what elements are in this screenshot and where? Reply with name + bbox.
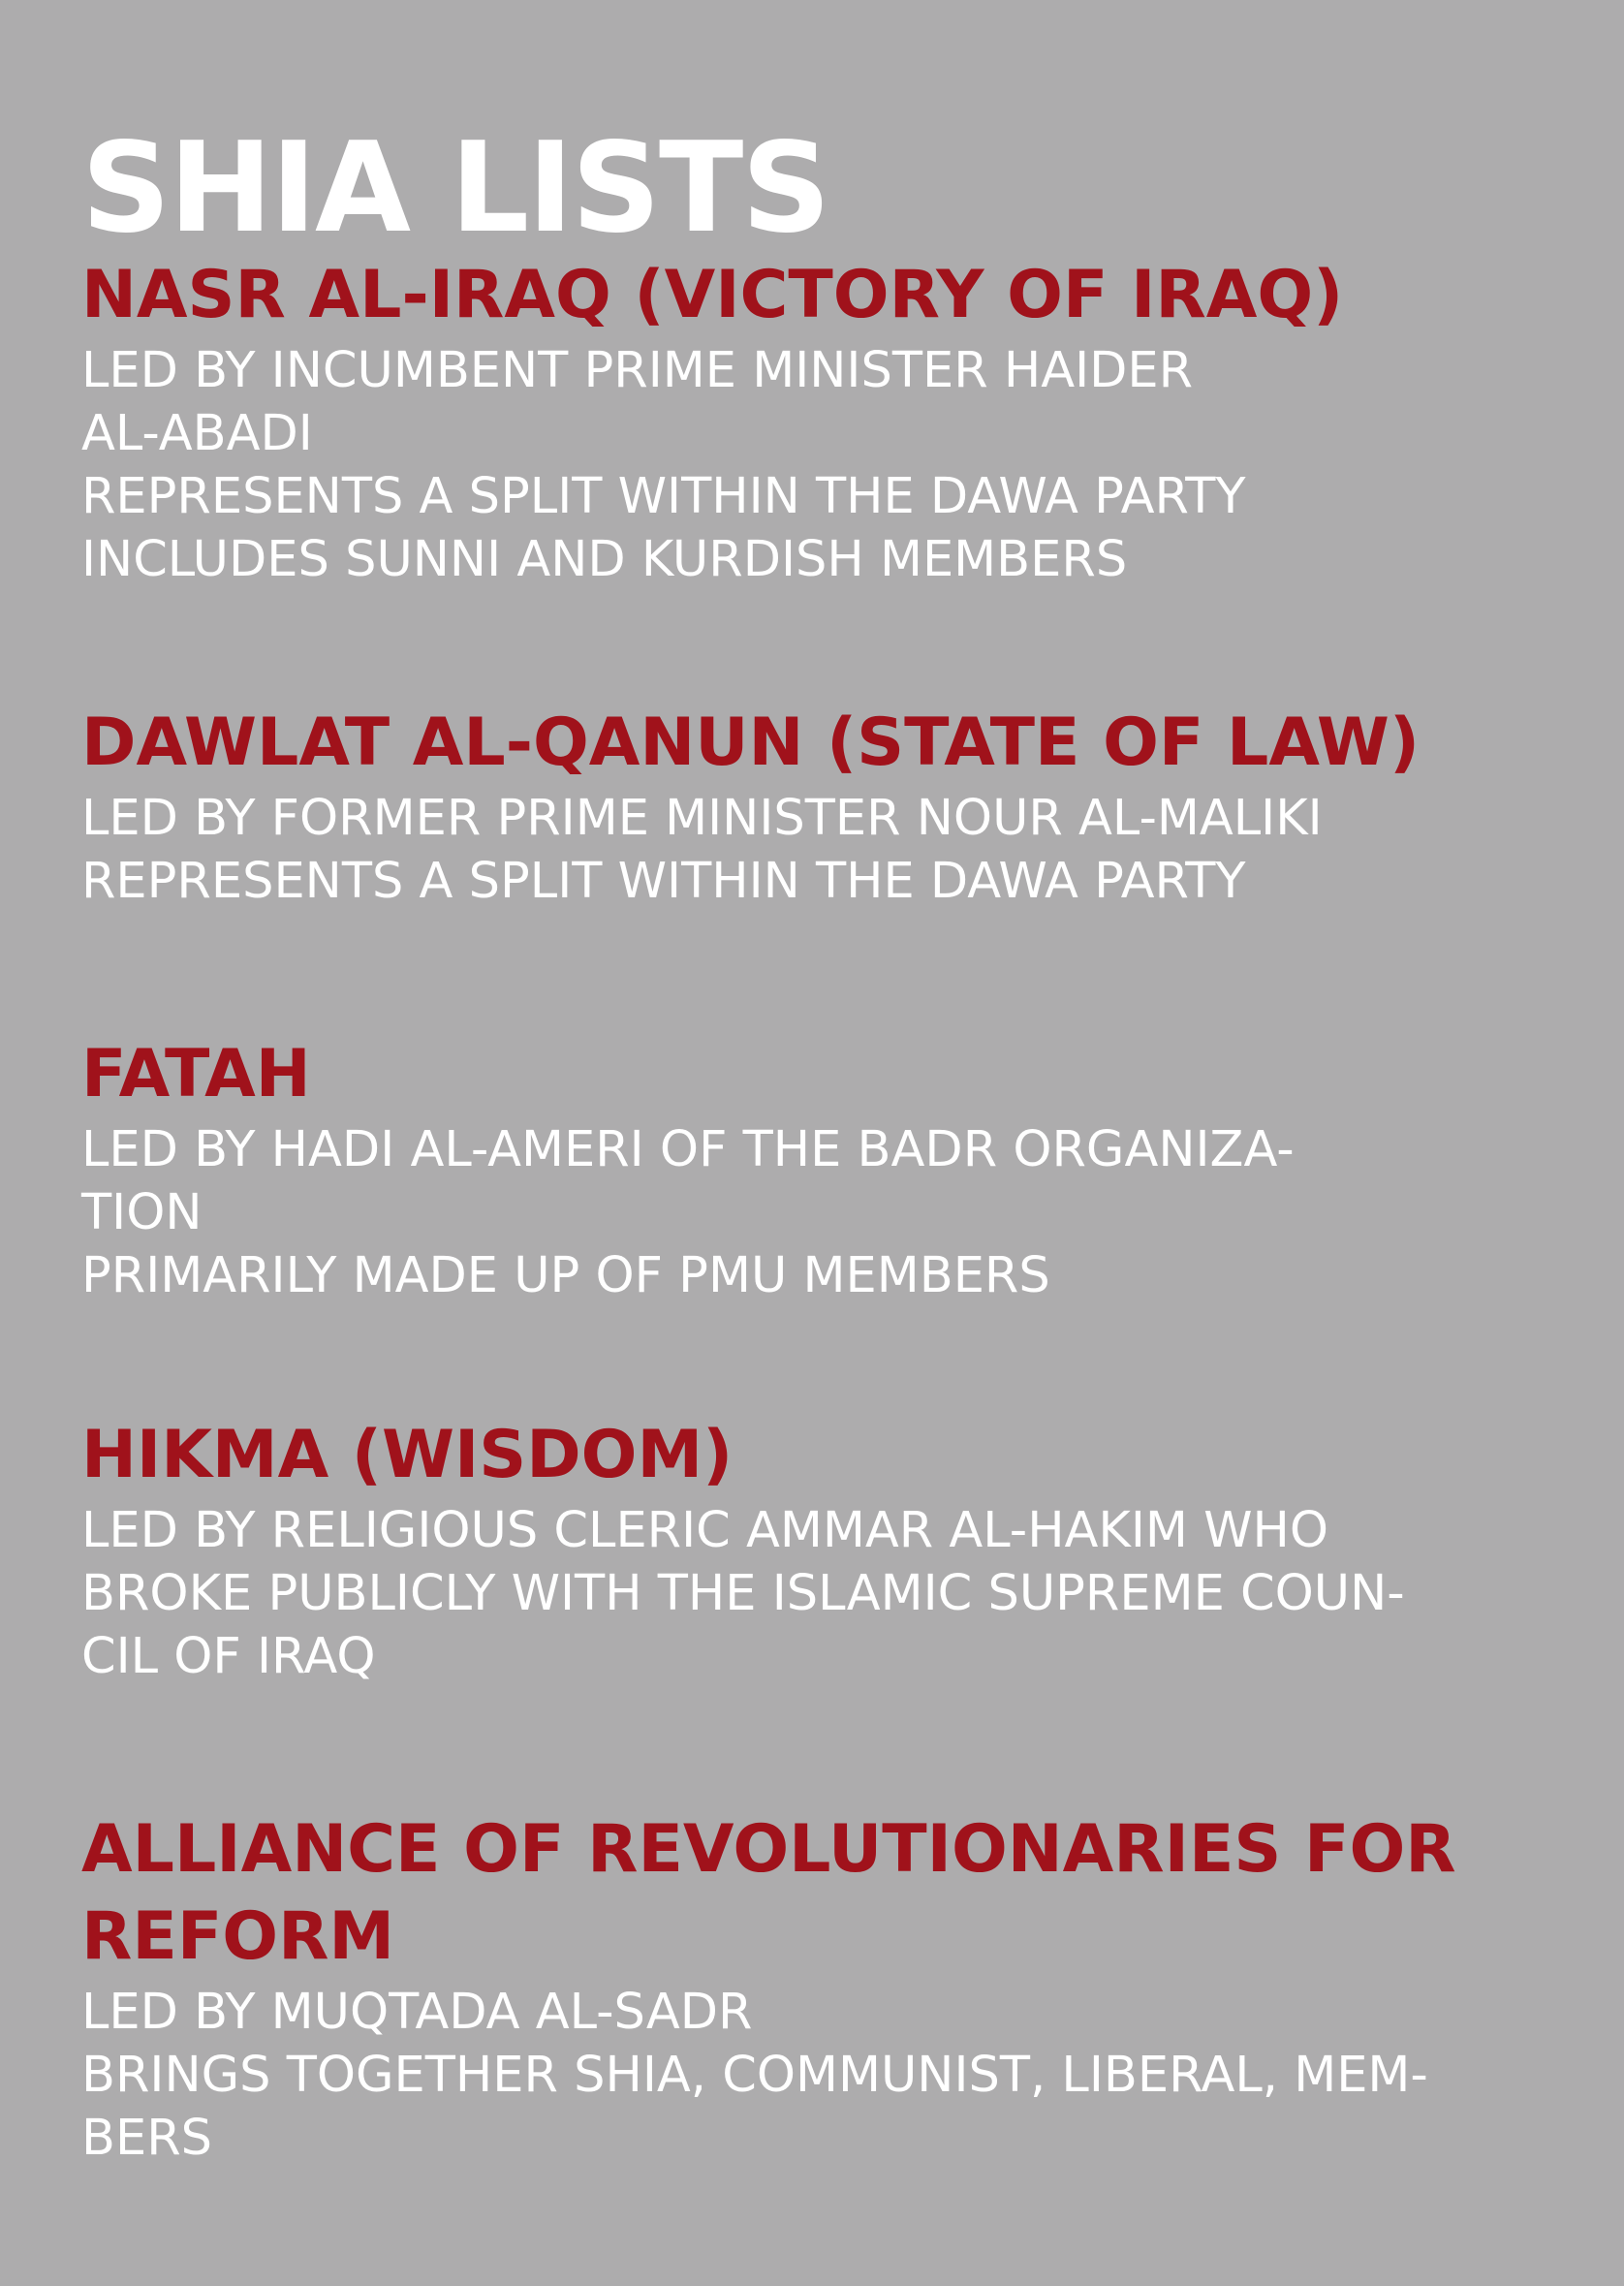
section-body xyxy=(81,787,1574,913)
section-spacer xyxy=(81,591,1574,700)
section-heading: NASR AL-IRAQ (VICTORY OF IRAQ) xyxy=(81,257,1344,333)
body-line: BRINGS TOGETHER SHIA, COMMUNIST, LIBERAL, MEM- xyxy=(81,2047,1428,2104)
body-line: LED BY RELIGIOUS CLERIC AMMAR AL-HAKIM WHO xyxy=(81,1502,1329,1559)
body-line: AL-ABADI xyxy=(81,405,313,462)
section-body xyxy=(81,339,1574,591)
body-line: REPRESENTS A SPLIT WITHIN THE DAWA PARTY xyxy=(81,853,1246,910)
section-heading: DAWLAT AL-QANUN (STATE OF LAW) xyxy=(81,705,1421,781)
body-line: LED BY MUQTADA AL-SADR xyxy=(81,1984,753,2041)
section-spacer xyxy=(81,1307,1574,1412)
section-body xyxy=(81,1118,1574,1307)
body-line: BERS xyxy=(81,2110,213,2167)
body-line: CIL OF IRAQ xyxy=(81,1628,376,1685)
section-spacer xyxy=(81,1688,1574,1806)
body-line: LED BY FORMER PRIME MINISTER NOUR AL-MALIKI xyxy=(81,790,1323,847)
section-fatah xyxy=(81,1031,1574,1307)
page-title: SHIA LISTS xyxy=(81,116,829,261)
body-line: LED BY HADI AL-AMERI OF THE BADR ORGANIZA- xyxy=(81,1121,1295,1178)
section-nasr-al-iraq xyxy=(81,252,1574,591)
body-line: PRIMARILY MADE UP OF PMU MEMBERS xyxy=(81,1247,1050,1304)
heading-line: ALLIANCE OF REVOLUTIONARIES FOR xyxy=(81,1811,1456,1888)
section-heading xyxy=(81,1806,1574,1981)
section-alliance-of-revolutionaries xyxy=(81,1806,1574,2170)
section-dawlat-al-qanun xyxy=(81,700,1574,913)
body-line: BROKE PUBLICLY WITH THE ISLAMIC SUPREME COUN- xyxy=(81,1565,1405,1622)
body-line: LED BY INCUMBENT PRIME MINISTER HAIDER xyxy=(81,342,1194,399)
body-line: TION xyxy=(81,1184,203,1241)
section-body xyxy=(81,1981,1574,2170)
section-heading: HIKMA (WISDOM) xyxy=(81,1417,734,1493)
page-content xyxy=(81,116,1574,2170)
section-body xyxy=(81,1499,1574,1688)
body-line: INCLUDES SUNNI AND KURDISH MEMBERS xyxy=(81,531,1128,588)
section-spacer xyxy=(81,913,1574,1031)
heading-line: REFORM xyxy=(81,1898,395,1975)
body-line: REPRESENTS A SPLIT WITHIN THE DAWA PARTY xyxy=(81,468,1246,525)
section-heading: FATAH xyxy=(81,1036,311,1112)
section-hikma xyxy=(81,1412,1574,1688)
